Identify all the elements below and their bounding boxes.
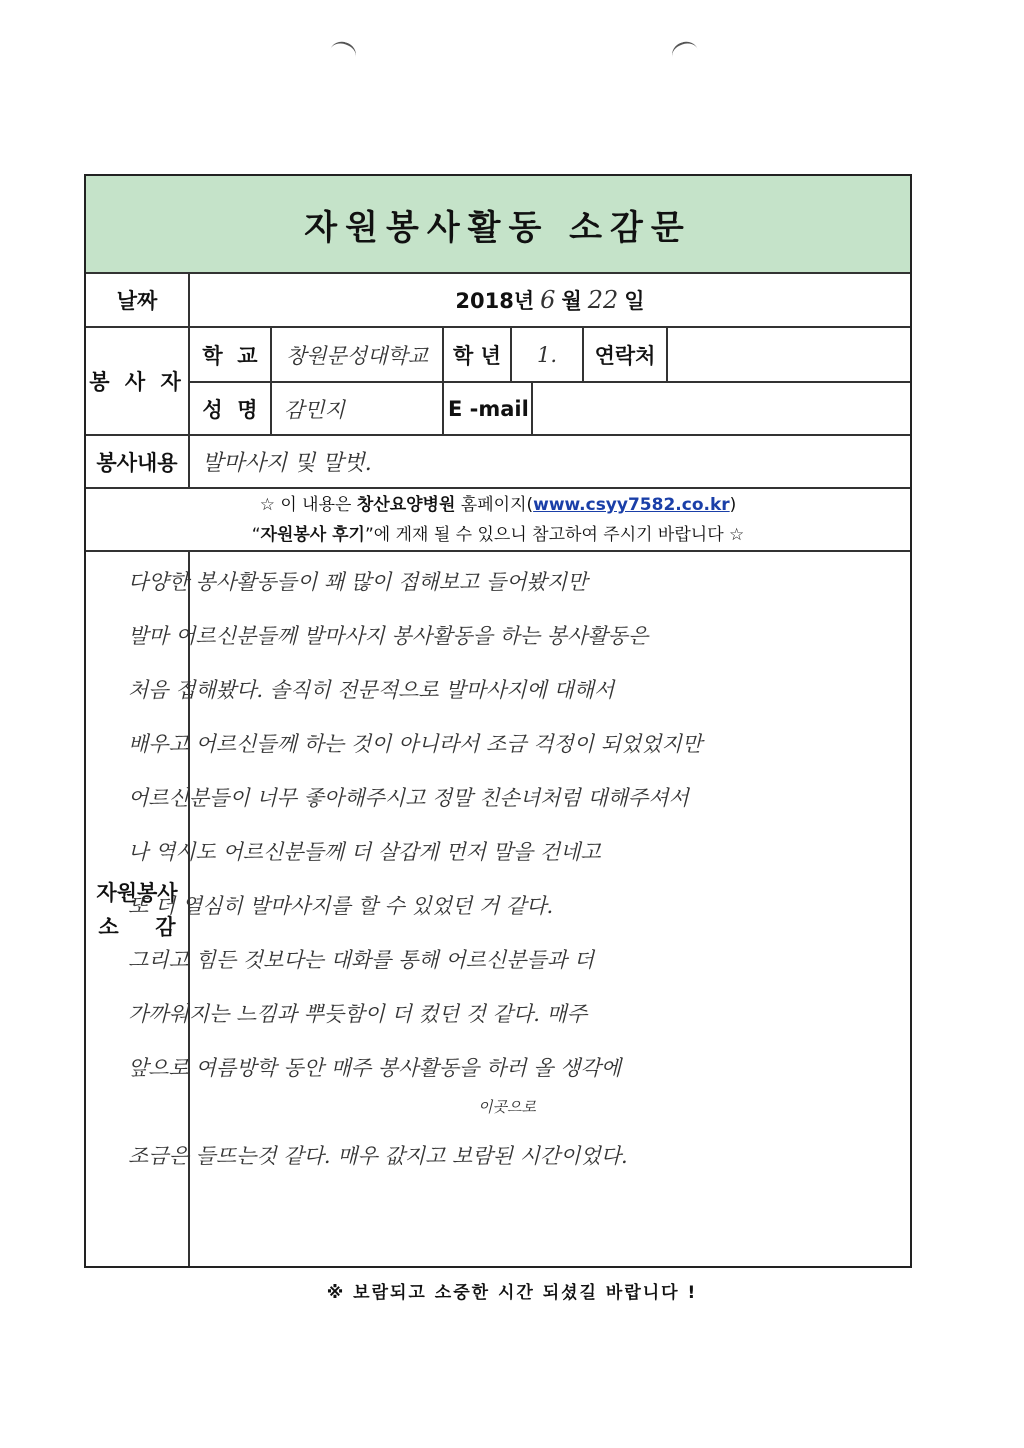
review-line: 가까워지는 느낌과 뿌듯함이 더 컸던 것 같다. 매주 xyxy=(128,1002,588,1026)
notice-line-1: ☆ 이 내용은 창산요양병원 홈페이지(www.csyy7582.co.kr) xyxy=(259,495,737,515)
contact-field[interactable] xyxy=(668,328,910,381)
review-line: 처음 접해봤다. 솔직히 전문적으로 발마사지에 대해서 xyxy=(128,678,615,702)
punch-hole-right xyxy=(669,39,701,68)
form-title: 자원봉사활동 소감문 xyxy=(304,207,692,248)
date-year: 2018년 xyxy=(455,289,535,313)
name-label: 성 명 xyxy=(202,397,258,422)
review-line: 배우고 어르신들께 하는 것이 아니라서 조금 걱정이 되었었지만 xyxy=(128,732,703,756)
school-label: 학 교 xyxy=(202,343,258,368)
star-icon: ☆ xyxy=(729,525,745,545)
grade-label: 학 년 xyxy=(453,343,501,368)
email-label: E -mail xyxy=(448,396,529,421)
date-month-unit: 월 xyxy=(561,289,582,313)
name-field[interactable]: 감민지 xyxy=(284,397,345,422)
date-field[interactable] xyxy=(190,274,910,326)
title-band xyxy=(86,176,910,272)
star-icon: ☆ xyxy=(259,495,275,515)
review-line: 다양한 봉사활동들이 꽤 많이 접해보고 들어봤지만 xyxy=(128,570,588,594)
notice-line-2: “자원봉사 후기”에 게재 될 수 있으니 참고하여 주시기 바랍니다 ☆ xyxy=(251,525,745,545)
review-line: 어르신분들이 너무 좋아해주시고 정말 친손녀처럼 대해주셔서 xyxy=(128,786,689,810)
grade-field[interactable]: 1. xyxy=(536,342,558,367)
date-day-value: 22 xyxy=(587,286,619,314)
review-line: 또 더 열심히 발마사지를 할 수 있었던 거 같다. xyxy=(128,894,554,918)
content-field[interactable]: 발마사지 및 말벗. xyxy=(202,451,372,476)
review-label: 자원봉사 소 감 xyxy=(96,881,178,939)
date-label: 날짜 xyxy=(116,289,158,313)
date-day-unit: 일 xyxy=(624,289,645,313)
volunteer-label: 봉 사 자 xyxy=(89,370,185,394)
review-line: 그리고 힘든 것보다는 대화를 통해 어르신분들과 더 xyxy=(128,948,595,972)
content-label: 봉사내용 xyxy=(96,450,178,475)
homepage-link[interactable]: www.csyy7582.co.kr xyxy=(533,495,730,515)
punch-hole-left xyxy=(327,39,359,68)
review-line: 발마 어르신분들께 발마사지 봉사활동을 하는 봉사활동은 xyxy=(128,624,649,648)
date-month-value: 6 xyxy=(540,286,556,314)
review-insert-note: 이곳으로 xyxy=(478,1098,536,1116)
school-field[interactable]: 창원문성대학교 xyxy=(285,343,428,368)
contact-label: 연락처 xyxy=(594,343,656,368)
email-field[interactable] xyxy=(533,383,910,434)
review-line: 조금은 들뜨는것 같다. 매우 값지고 보람된 시간이었다. xyxy=(128,1144,628,1168)
hospital-name: 창산요양병원 xyxy=(356,495,456,515)
footer-message: ※ 보람되고 소중한 시간 되셨길 바랍니다 ! xyxy=(326,1283,698,1303)
review-line: 앞으로 여름방학 동안 매주 봉사활동을 하러 올 생각에 xyxy=(128,1056,622,1080)
review-line: 나 역시도 어르신분들께 더 살갑게 먼저 말을 건네고 xyxy=(128,840,601,864)
notice-box xyxy=(86,489,910,550)
